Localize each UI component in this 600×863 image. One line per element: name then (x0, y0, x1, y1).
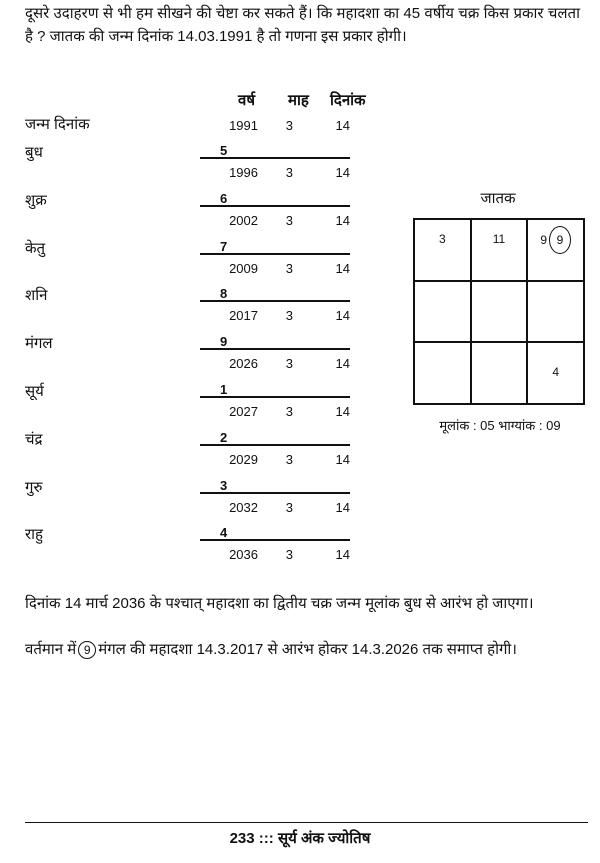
planet-label: राहु (25, 526, 43, 544)
current-dasha-paragraph (25, 638, 580, 661)
month-value: 3 (285, 356, 293, 372)
month-value: 3 (285, 404, 293, 419)
planet-label: शनि (25, 287, 48, 305)
month-value: 3 (285, 118, 293, 133)
planet-label: चंद्र (25, 430, 43, 448)
intro-paragraph: दूसरे उदाहरण से भी हम सीखने की चेष्टा कर सकते हैं। कि महादशा का 45 वर्षीय चक्र किस प्रकार चलता है ? जातक की जन्म दिनांक 14.03.1991 है तो गणना इस प्रकार होगी। (25, 5, 580, 45)
grid-cell (414, 342, 471, 404)
grid-cell (527, 219, 584, 281)
dasha-years: 5 (200, 143, 350, 159)
month-value: 3 (285, 451, 293, 467)
chart-caption: मूलांक : 05 भाग्यांक : 09 (439, 418, 561, 433)
month-value: 3 (285, 308, 293, 324)
dasha-years: 4 (200, 525, 350, 541)
grid-cell (527, 342, 584, 404)
grid-cell (527, 281, 584, 343)
month-value: 3 (285, 499, 293, 515)
dasha-years: 2 (200, 430, 350, 446)
grid-cell (471, 219, 528, 281)
year-value: 2029 (229, 451, 258, 467)
month-value: 3 (285, 165, 293, 180)
year-value: 2032 (229, 499, 258, 515)
cell-value: 11 (492, 232, 506, 246)
day-value: 14 (335, 165, 350, 180)
row-label: जन्म दिनांक (25, 116, 90, 133)
dasha-years: 6 (200, 191, 350, 207)
footer (0, 828, 600, 848)
dasha-years: 3 (200, 478, 350, 494)
year-value: 2027 (229, 404, 258, 419)
planet-label: गुरु (25, 478, 43, 496)
planet-label: बुध (25, 144, 43, 161)
day-value: 14 (335, 308, 350, 324)
header-year: वर्ष (238, 92, 256, 109)
numerology-grid (413, 218, 585, 405)
year-value: 2036 (229, 547, 258, 563)
chart-title: जातक (480, 190, 516, 207)
dasha-years: 1 (200, 382, 350, 398)
footer-separator: ::: (258, 830, 274, 847)
dasha-years: 8 (200, 286, 350, 302)
grid-cell (471, 342, 528, 404)
year-value: 2009 (229, 260, 258, 276)
day-value: 14 (335, 404, 350, 419)
year-value: 2002 (229, 212, 258, 228)
day-value: 14 (335, 547, 350, 563)
day-value: 14 (335, 260, 350, 276)
grid-cell (471, 281, 528, 343)
dasha-years: 7 (200, 239, 350, 255)
footer-divider (25, 822, 588, 823)
day-value: 14 (335, 212, 350, 228)
planet-label: मंगल (25, 335, 53, 353)
day-value: 14 (335, 499, 350, 515)
year-value: 1996 (229, 165, 258, 180)
conclusion-paragraph: दिनांक 14 मार्च 2036 के पश्चात् महादशा का द्वितीय चक्र जन्म मूलांक बुध से आरंभ हो जाएगा। (25, 595, 534, 612)
year-value: 1991 (229, 118, 258, 133)
planet-label: सूर्य (25, 383, 44, 400)
planet-label: केतु (25, 239, 46, 257)
month-value: 3 (285, 547, 293, 563)
dasha-years: 9 (200, 334, 350, 350)
circled-number: 9 (78, 641, 96, 659)
month-value: 3 (285, 260, 293, 276)
header-month: माह (288, 92, 309, 109)
planet-label: शुक्र (25, 191, 47, 209)
month-value: 3 (285, 212, 293, 228)
text: वर्तमान में (25, 641, 77, 658)
year-value: 2026 (229, 356, 258, 372)
book-title: सूर्य अंक ज्योतिष (277, 830, 371, 847)
day-value: 14 (335, 356, 350, 372)
text: मंगल की महादशा 14.3.2017 से आरंभ होकर 14.3.2026 तक समाप्त होगी। (98, 641, 517, 658)
cell-value: 9 (540, 233, 547, 247)
page-number: 233 (229, 830, 255, 847)
grid-cell (414, 281, 471, 343)
day-value: 14 (335, 451, 350, 467)
year-value: 2017 (229, 308, 258, 324)
header-day: दिनांक (330, 92, 366, 109)
cell-value: 4 (552, 365, 559, 380)
cell-value: 3 (438, 232, 446, 246)
grid-cell (414, 219, 471, 281)
circled-number: 9 (549, 226, 571, 254)
day-value: 14 (335, 118, 350, 133)
